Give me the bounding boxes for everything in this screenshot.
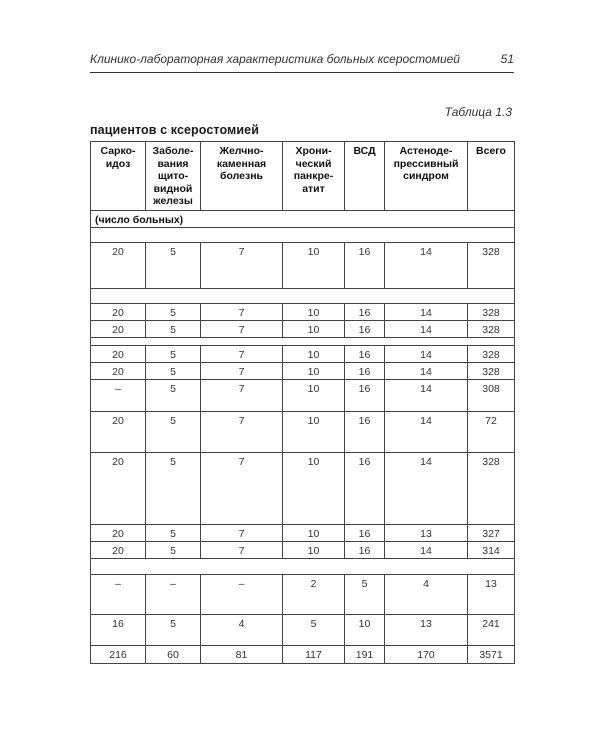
table-cell: 5	[283, 615, 345, 646]
table-cell: 5	[146, 363, 201, 380]
table-cell: 117	[283, 646, 345, 664]
table-cell: 20	[91, 525, 146, 542]
table-cell: 10	[283, 304, 345, 321]
table-label: Таблица 1.3	[444, 105, 512, 119]
table-cell: 16	[345, 304, 385, 321]
table-cell: 14	[385, 304, 468, 321]
table-row	[91, 615, 515, 646]
table-cell: 7	[201, 346, 283, 363]
table-cell: 16	[345, 243, 385, 289]
table-cell: 7	[201, 525, 283, 542]
table-cell: 7	[201, 363, 283, 380]
table-cell: 14	[385, 542, 468, 559]
table-cell: –	[91, 380, 146, 412]
table-cell: 241	[468, 615, 515, 646]
column-header: Хрони- ческий панкре- атит	[283, 142, 345, 211]
table-cell: 5	[146, 542, 201, 559]
spacer-row	[91, 289, 515, 304]
page-number: 51	[500, 52, 514, 66]
table-cell: 20	[91, 412, 146, 453]
table-cell: 10	[283, 380, 345, 412]
data-table	[90, 141, 515, 664]
table-cell: 16	[345, 363, 385, 380]
table-cell: 20	[91, 542, 146, 559]
table-cell: 14	[385, 346, 468, 363]
table-cell: 16	[345, 542, 385, 559]
column-header: Заболе- вания щито- видной железы	[146, 142, 201, 211]
spacer-row	[91, 338, 515, 346]
table-cell: 13	[468, 575, 515, 615]
table-cell: 13	[385, 525, 468, 542]
header-rule	[90, 72, 514, 73]
table-cell: 14	[385, 412, 468, 453]
table-row	[91, 542, 515, 559]
table-row	[91, 412, 515, 453]
table-cell: 216	[91, 646, 146, 664]
table-row	[91, 321, 515, 338]
table-row	[91, 346, 515, 363]
table-cell: 328	[468, 243, 515, 289]
table-cell: 14	[385, 321, 468, 338]
table-row	[91, 304, 515, 321]
table-row	[91, 453, 515, 525]
table-cell: –	[91, 575, 146, 615]
table-cell: 10	[283, 412, 345, 453]
table-header-row	[91, 142, 515, 211]
table-cell: 16	[345, 525, 385, 542]
table-row	[91, 525, 515, 542]
table-cell: 13	[385, 615, 468, 646]
table-cell: 10	[283, 243, 345, 289]
table-cell: 314	[468, 542, 515, 559]
table-cell: 3571	[468, 646, 515, 664]
spacer-row	[91, 228, 515, 243]
table-cell: 16	[345, 346, 385, 363]
table-cell: 7	[201, 412, 283, 453]
table-cell: 81	[201, 646, 283, 664]
table-row	[91, 243, 515, 289]
table-cell: 5	[146, 346, 201, 363]
table-caption: пациентов с ксеростомией	[90, 123, 259, 137]
table-cell: 5	[146, 243, 201, 289]
table-cell: 328	[468, 453, 515, 525]
table-cell: 20	[91, 363, 146, 380]
table-cell: 5	[146, 304, 201, 321]
column-header: Сарко- идоз	[91, 142, 146, 211]
section-row	[91, 211, 515, 228]
table-cell: –	[201, 575, 283, 615]
table-cell: 14	[385, 243, 468, 289]
table-cell: 328	[468, 321, 515, 338]
table-cell: 327	[468, 525, 515, 542]
running-head	[90, 52, 514, 66]
table-cell: 14	[385, 453, 468, 525]
table-total-row	[91, 646, 515, 664]
table-cell: 5	[345, 575, 385, 615]
table-cell: 16	[345, 453, 385, 525]
table-cell: 14	[385, 380, 468, 412]
table-cell: 20	[91, 346, 146, 363]
table-cell: 20	[91, 243, 146, 289]
table-cell: 5	[146, 453, 201, 525]
table-cell: 4	[385, 575, 468, 615]
table-cell: 16	[345, 380, 385, 412]
table-row	[91, 363, 515, 380]
table-cell: 5	[146, 380, 201, 412]
table-cell: 10	[283, 321, 345, 338]
column-header: ВСД	[345, 142, 385, 211]
table-cell: 72	[468, 412, 515, 453]
table-cell: 10	[345, 615, 385, 646]
column-header: Всего	[468, 142, 515, 211]
table-cell: 5	[146, 525, 201, 542]
table-cell: 7	[201, 453, 283, 525]
table-cell: 10	[283, 363, 345, 380]
table-cell: 7	[201, 243, 283, 289]
table-cell: 20	[91, 453, 146, 525]
table-cell: 16	[345, 412, 385, 453]
table-cell: 10	[283, 525, 345, 542]
table-cell: 328	[468, 304, 515, 321]
column-header: Желчно- каменная болезнь	[201, 142, 283, 211]
table-cell: 10	[283, 542, 345, 559]
running-head-title: Клинико-лабораторная характеристика больных ксеростомией	[90, 52, 460, 66]
table-cell: 308	[468, 380, 515, 412]
table-cell: 328	[468, 363, 515, 380]
table-cell: 170	[385, 646, 468, 664]
table-cell: 328	[468, 346, 515, 363]
section-label: (число больных)	[91, 211, 515, 228]
table-row	[91, 575, 515, 615]
table-cell: 60	[146, 646, 201, 664]
table-cell: 5	[146, 321, 201, 338]
table-cell: –	[146, 575, 201, 615]
table-cell: 2	[283, 575, 345, 615]
table-cell: 10	[283, 346, 345, 363]
spacer-row	[91, 559, 515, 575]
table-cell: 7	[201, 380, 283, 412]
table-cell: 7	[201, 304, 283, 321]
table-cell: 5	[146, 615, 201, 646]
table-cell: 7	[201, 321, 283, 338]
table-cell: 16	[91, 615, 146, 646]
table-cell: 14	[385, 363, 468, 380]
table-cell: 4	[201, 615, 283, 646]
table-cell: 7	[201, 542, 283, 559]
column-header: Астеноде- прессивный синдром	[385, 142, 468, 211]
table-row	[91, 380, 515, 412]
table-cell: 191	[345, 646, 385, 664]
table-cell: 20	[91, 321, 146, 338]
table-cell: 16	[345, 321, 385, 338]
table-cell: 10	[283, 453, 345, 525]
table-cell: 5	[146, 412, 201, 453]
table-cell: 20	[91, 304, 146, 321]
